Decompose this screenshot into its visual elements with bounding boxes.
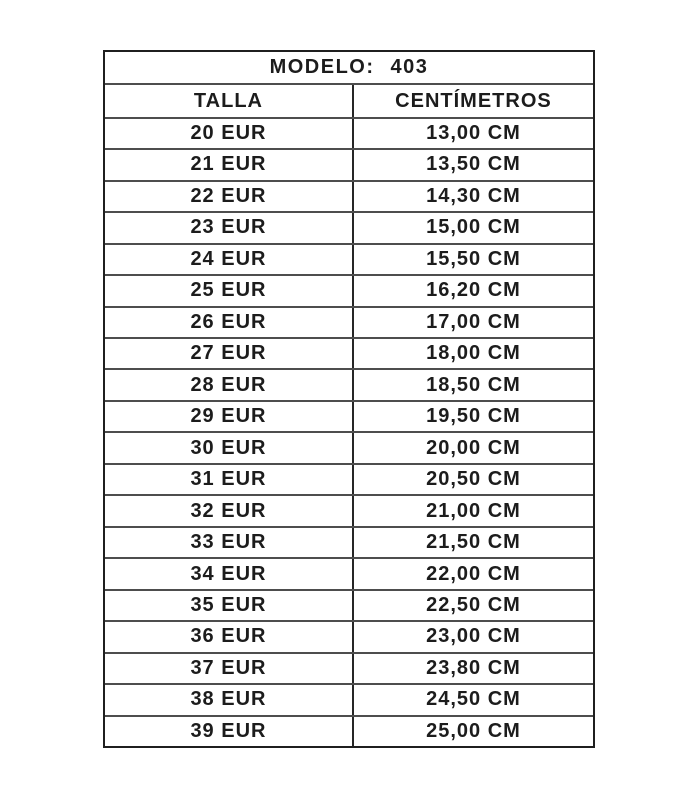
cell-talla: 34 EUR xyxy=(190,562,267,585)
table-row xyxy=(105,496,593,527)
table-header-row xyxy=(105,85,593,118)
table-row xyxy=(105,402,593,433)
cell-centimetros: 20,50 CM xyxy=(352,465,593,494)
column-header-centimetros: CENTÍMETROS xyxy=(352,85,593,116)
cell-centimetros: 15,50 CM xyxy=(352,245,593,274)
cell-talla: 26 EUR xyxy=(190,310,267,333)
table-row xyxy=(105,213,593,244)
table-body xyxy=(105,119,593,746)
cell-talla: 30 EUR xyxy=(190,436,267,459)
table-row xyxy=(105,150,593,181)
table-row xyxy=(105,528,593,559)
table-row xyxy=(105,717,593,746)
cell-centimetros: 22,00 CM xyxy=(352,559,593,588)
table-row xyxy=(105,182,593,213)
table-row xyxy=(105,559,593,590)
cell-talla: 24 EUR xyxy=(190,247,267,270)
table-row xyxy=(105,465,593,496)
cell-talla: 25 EUR xyxy=(190,279,267,302)
cell-centimetros: 22,50 CM xyxy=(352,591,593,620)
cell-talla: 38 EUR xyxy=(190,688,267,711)
table-row xyxy=(105,591,593,622)
table-row xyxy=(105,433,593,464)
cell-centimetros: 16,20 CM xyxy=(352,276,593,305)
cell-centimetros: 19,50 CM xyxy=(352,402,593,431)
size-chart-table xyxy=(103,50,595,748)
table-title-value: 403 xyxy=(390,56,429,79)
cell-talla: 37 EUR xyxy=(190,656,267,679)
table-row xyxy=(105,276,593,307)
table-row xyxy=(105,245,593,276)
cell-talla: 32 EUR xyxy=(190,499,267,522)
cell-talla: 23 EUR xyxy=(190,216,267,239)
table-row xyxy=(105,119,593,150)
table-row xyxy=(105,685,593,716)
cell-centimetros: 17,00 CM xyxy=(352,308,593,337)
cell-centimetros: 15,00 CM xyxy=(352,213,593,242)
cell-centimetros: 18,50 CM xyxy=(352,370,593,399)
table-row xyxy=(105,622,593,653)
cell-talla: 29 EUR xyxy=(190,405,267,428)
cell-centimetros: 13,50 CM xyxy=(352,150,593,179)
cell-centimetros: 23,00 CM xyxy=(352,622,593,651)
cell-talla: 21 EUR xyxy=(190,153,267,176)
cell-talla: 22 EUR xyxy=(190,184,267,207)
table-row xyxy=(105,654,593,685)
cell-talla: 33 EUR xyxy=(190,531,267,554)
cell-centimetros: 20,00 CM xyxy=(352,433,593,462)
cell-talla: 35 EUR xyxy=(190,593,267,616)
cell-talla: 20 EUR xyxy=(190,121,267,144)
table-title-label: MODELO: xyxy=(269,56,375,79)
cell-centimetros: 18,00 CM xyxy=(352,339,593,368)
cell-centimetros: 23,80 CM xyxy=(352,654,593,683)
cell-centimetros: 14,30 CM xyxy=(352,182,593,211)
cell-centimetros: 21,00 CM xyxy=(352,496,593,525)
table-title-row xyxy=(105,52,593,85)
cell-talla: 39 EUR xyxy=(190,719,267,742)
table-row xyxy=(105,339,593,370)
cell-talla: 36 EUR xyxy=(190,625,267,648)
cell-talla: 27 EUR xyxy=(190,342,267,365)
table-row xyxy=(105,308,593,339)
cell-talla: 28 EUR xyxy=(190,373,267,396)
column-header-talla: TALLA xyxy=(193,89,263,112)
cell-centimetros: 13,00 CM xyxy=(352,119,593,148)
table-row xyxy=(105,370,593,401)
cell-talla: 31 EUR xyxy=(190,468,267,491)
cell-centimetros: 25,00 CM xyxy=(352,717,593,746)
cell-centimetros: 21,50 CM xyxy=(352,528,593,557)
cell-centimetros: 24,50 CM xyxy=(352,685,593,714)
